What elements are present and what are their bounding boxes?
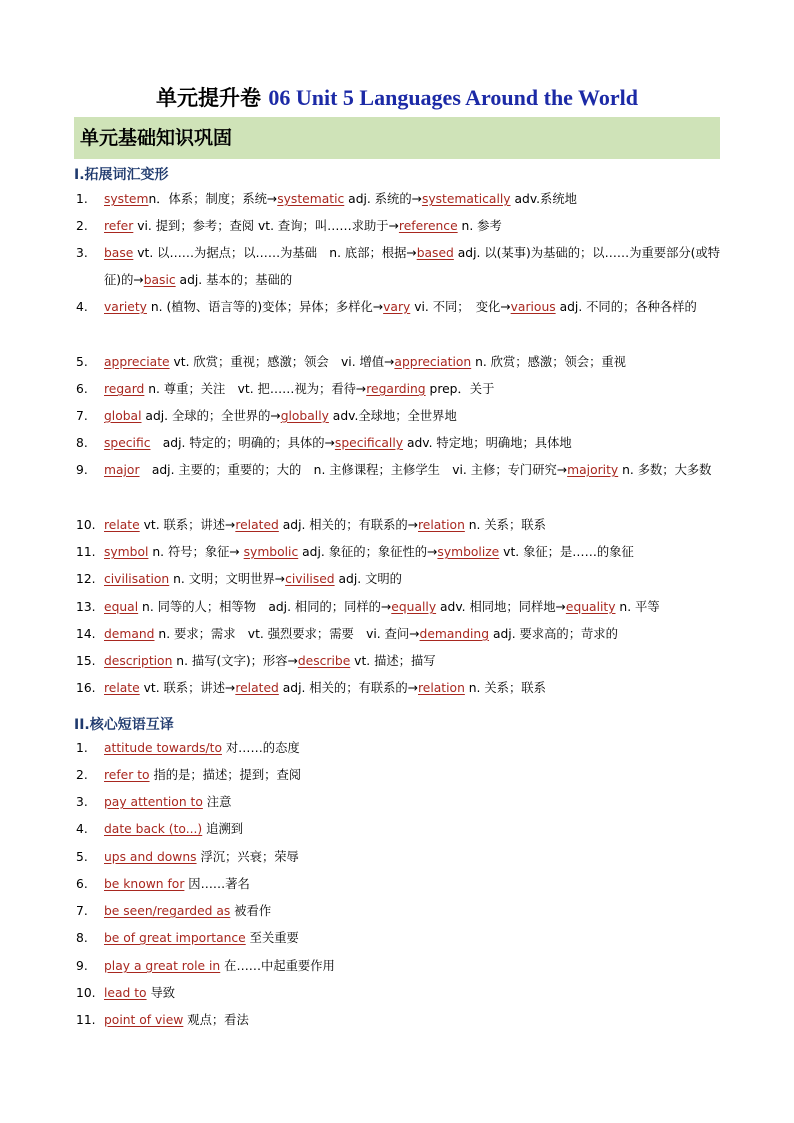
definition-text: 浮沉；兴衰；荣辱	[196, 850, 299, 864]
answer-word: globally	[280, 409, 329, 423]
definition-text: n. 多数；大多数	[618, 463, 712, 477]
answer-word: major	[104, 463, 140, 477]
definition-text: adj. 要求高的；苛求的	[489, 627, 618, 641]
answer-word: relate	[104, 681, 140, 695]
item-text	[104, 539, 722, 566]
item-text	[104, 648, 722, 675]
definition-text: n．体系；制度；系统→	[148, 192, 278, 206]
item-text	[104, 186, 722, 213]
item-number: 6.	[76, 877, 88, 891]
item-number: 4.	[76, 300, 88, 314]
answer-word: ups and downs	[104, 850, 197, 864]
definition-text: 对……的态度	[221, 741, 300, 755]
answer-word: specifically	[334, 436, 404, 450]
definition-text: vt. 以……为据点；以……为基础 n. 底部；根据→	[133, 246, 417, 260]
definition-text: adv.系统地	[510, 192, 577, 206]
section-heading-phrases: II.核心短语互译	[74, 717, 174, 733]
item-number: 15.	[76, 654, 96, 668]
item-text	[104, 871, 722, 898]
definition-text: n. 要求；需求 vt. 强烈要求；需要 vi. 查问→	[154, 627, 420, 641]
definition-text: 至关重要	[245, 931, 299, 945]
item-text	[104, 675, 722, 702]
item-number: 3.	[76, 246, 88, 260]
item-number: 16.	[76, 681, 96, 695]
item-number: 8.	[76, 436, 88, 450]
definition-text: 因……著名	[184, 877, 250, 891]
item-number: 7.	[76, 904, 88, 918]
page-title	[0, 82, 794, 112]
item-number: 9.	[76, 959, 88, 973]
answer-word: related	[235, 681, 279, 695]
answer-word: be seen/regarded as	[104, 904, 231, 918]
definition-text: adj. 相关的；有联系的→	[278, 518, 418, 532]
section-heading-vocabulary: I.拓展词汇变形	[74, 167, 169, 183]
answer-word: refer	[104, 219, 134, 233]
definition-text: vt. 联系；讲述→	[139, 681, 236, 695]
definition-text: adj. 相关的；有联系的→	[278, 681, 418, 695]
answer-word: date back (to...)	[104, 822, 203, 836]
item-text	[104, 816, 722, 843]
item-number: 3.	[76, 795, 88, 809]
definition-text: prep．关于	[425, 382, 495, 396]
item-text	[104, 349, 722, 376]
item-text	[104, 213, 722, 240]
answer-word: related	[235, 518, 279, 532]
item-text	[104, 789, 722, 816]
answer-word: description	[104, 654, 173, 668]
definition-text: 注意	[202, 795, 232, 809]
item-text	[104, 844, 722, 871]
definition-text: adj. 文明的	[334, 572, 402, 586]
answer-word: regard	[104, 382, 145, 396]
answer-word: majority	[567, 463, 619, 477]
definition-text: vi. 提到；参考；查阅 vt. 查询；叫……求助于→	[133, 219, 399, 233]
answer-word: pay attention to	[104, 795, 203, 809]
item-number: 11.	[76, 545, 96, 559]
item-number: 1.	[76, 741, 88, 755]
answer-word: point of view	[104, 1013, 184, 1027]
definition-text: n. 描写(文字)；形容→	[172, 654, 298, 668]
answer-word: symbolize	[437, 545, 500, 559]
item-number: 10.	[76, 986, 96, 1000]
answer-word: relation	[418, 518, 465, 532]
answer-word: basic	[143, 273, 176, 287]
answer-word: regarding	[366, 382, 426, 396]
answer-word: attitude towards/to	[104, 741, 222, 755]
item-text	[104, 762, 722, 789]
answer-word: symbol	[104, 545, 149, 559]
definition-text: adj. 象征的；象征性的→	[298, 545, 438, 559]
item-number: 7.	[76, 409, 88, 423]
definition-text: n. (植物、语言等的)变体；异体；多样化→	[146, 300, 384, 314]
definition-text: n. 关系；联系	[464, 518, 546, 532]
definition-text: adv. 相同地；同样地→	[436, 600, 566, 614]
item-number: 6.	[76, 382, 88, 396]
answer-word: base	[104, 246, 134, 260]
item-number: 10.	[76, 518, 96, 532]
item-number: 11.	[76, 1013, 96, 1027]
item-text	[104, 403, 722, 430]
title-cn: 单元提升卷	[156, 86, 262, 110]
definition-text: adj. 以(某事)为基础的；以……为重要部分(或特征)的→	[104, 246, 721, 287]
definition-text: n. 欣赏；感激；领会；重视	[471, 355, 626, 369]
answer-word: variety	[104, 300, 147, 314]
answer-word: play a great role in	[104, 959, 221, 973]
item-text	[104, 980, 722, 1007]
answer-word: relate	[104, 518, 140, 532]
answer-word: specific	[104, 436, 151, 450]
section-banner: 单元基础知识巩固	[74, 117, 720, 159]
answer-word: systematic	[277, 192, 345, 206]
definition-text: 导致	[146, 986, 176, 1000]
item-text	[104, 898, 722, 925]
item-number: 9.	[76, 463, 88, 477]
definition-text: vt. 描述；描写	[350, 654, 436, 668]
answer-word: based	[416, 246, 454, 260]
answer-word: appreciation	[394, 355, 472, 369]
item-text	[104, 621, 722, 648]
answer-word: be of great importance	[104, 931, 246, 945]
item-number: 4.	[76, 822, 88, 836]
answer-word: describe	[297, 654, 351, 668]
definition-text: vt. 欣赏；重视；感激；领会 vi. 增值→	[169, 355, 395, 369]
definition-text: vi. 不同； 变化→	[410, 300, 511, 314]
item-text	[104, 1007, 722, 1034]
definition-text: n. 符号；象征→	[148, 545, 244, 559]
definition-text: adv.全球地；全世界地	[328, 409, 457, 423]
answer-word: vary	[383, 300, 411, 314]
answer-word: lead to	[104, 986, 147, 1000]
answer-word: relation	[418, 681, 465, 695]
definition-text: adj. 基本的；基础的	[175, 273, 293, 287]
answer-word: global	[104, 409, 142, 423]
item-number: 5.	[76, 355, 88, 369]
item-number: 5.	[76, 850, 88, 864]
definition-text: vt. 联系；讲述→	[139, 518, 236, 532]
definition-text: adj. 主要的；重要的；大的 n. 主修课程；主修学生 vi. 主修；专门研究→	[139, 463, 568, 477]
answer-word: demand	[104, 627, 155, 641]
title-en: 06 Unit 5 Languages Around the World	[268, 85, 638, 110]
definition-text: adj. 不同的；各种各样的	[555, 300, 697, 314]
item-text	[104, 925, 722, 952]
definition-text: n. 同等的人；相等物 adj. 相同的；同样的→	[138, 600, 392, 614]
item-number: 2.	[76, 219, 88, 233]
item-text	[104, 430, 722, 457]
definition-text: n. 尊重；关注 vt. 把……视为；看待→	[144, 382, 367, 396]
item-number: 13.	[76, 600, 96, 614]
answer-word: refer to	[104, 768, 150, 782]
answer-word: equal	[104, 600, 139, 614]
item-number: 12.	[76, 572, 96, 586]
definition-text: n. 关系；联系	[464, 681, 546, 695]
definition-text: adj. 特定的；明确的；具体的→	[150, 436, 335, 450]
item-text	[104, 735, 722, 762]
definition-text: vt. 象征；是……的象征	[499, 545, 634, 559]
item-number: 1.	[76, 192, 88, 206]
definition-text: 观点；看法	[183, 1013, 249, 1027]
answer-word: demanding	[419, 627, 490, 641]
definition-text: 追溯到	[202, 822, 244, 836]
item-text	[104, 566, 722, 593]
item-text	[104, 240, 722, 294]
answer-word: appreciate	[104, 355, 170, 369]
answer-word: systematically	[421, 192, 511, 206]
answer-word: civilisation	[104, 572, 170, 586]
definition-text: n. 参考	[457, 219, 502, 233]
definition-text: adj. 全球的；全世界的→	[141, 409, 281, 423]
answer-word: system	[104, 192, 149, 206]
answer-word: be known for	[104, 877, 185, 891]
definition-text: n. 文明；文明世界→	[169, 572, 286, 586]
definition-text: n. 平等	[615, 600, 660, 614]
definition-text: 在……中起重要作用	[220, 959, 335, 973]
definition-text: 指的是；描述；提到；查阅	[149, 768, 302, 782]
answer-word: equality	[565, 600, 616, 614]
item-text	[104, 294, 722, 321]
item-text	[104, 376, 722, 403]
item-text	[104, 953, 722, 980]
answer-word: various	[510, 300, 556, 314]
item-text	[104, 457, 722, 484]
definition-text: 被看作	[230, 904, 272, 918]
answer-word: civilised	[285, 572, 335, 586]
definition-text: adv. 特定地；明确地；具体地	[403, 436, 572, 450]
definition-text: adj. 系统的→	[344, 192, 422, 206]
answer-word: symbolic	[243, 545, 299, 559]
item-number: 2.	[76, 768, 88, 782]
item-number: 14.	[76, 627, 96, 641]
answer-word: equally	[391, 600, 437, 614]
answer-word: reference	[398, 219, 458, 233]
item-text	[104, 594, 722, 621]
item-text	[104, 512, 722, 539]
item-number: 8.	[76, 931, 88, 945]
